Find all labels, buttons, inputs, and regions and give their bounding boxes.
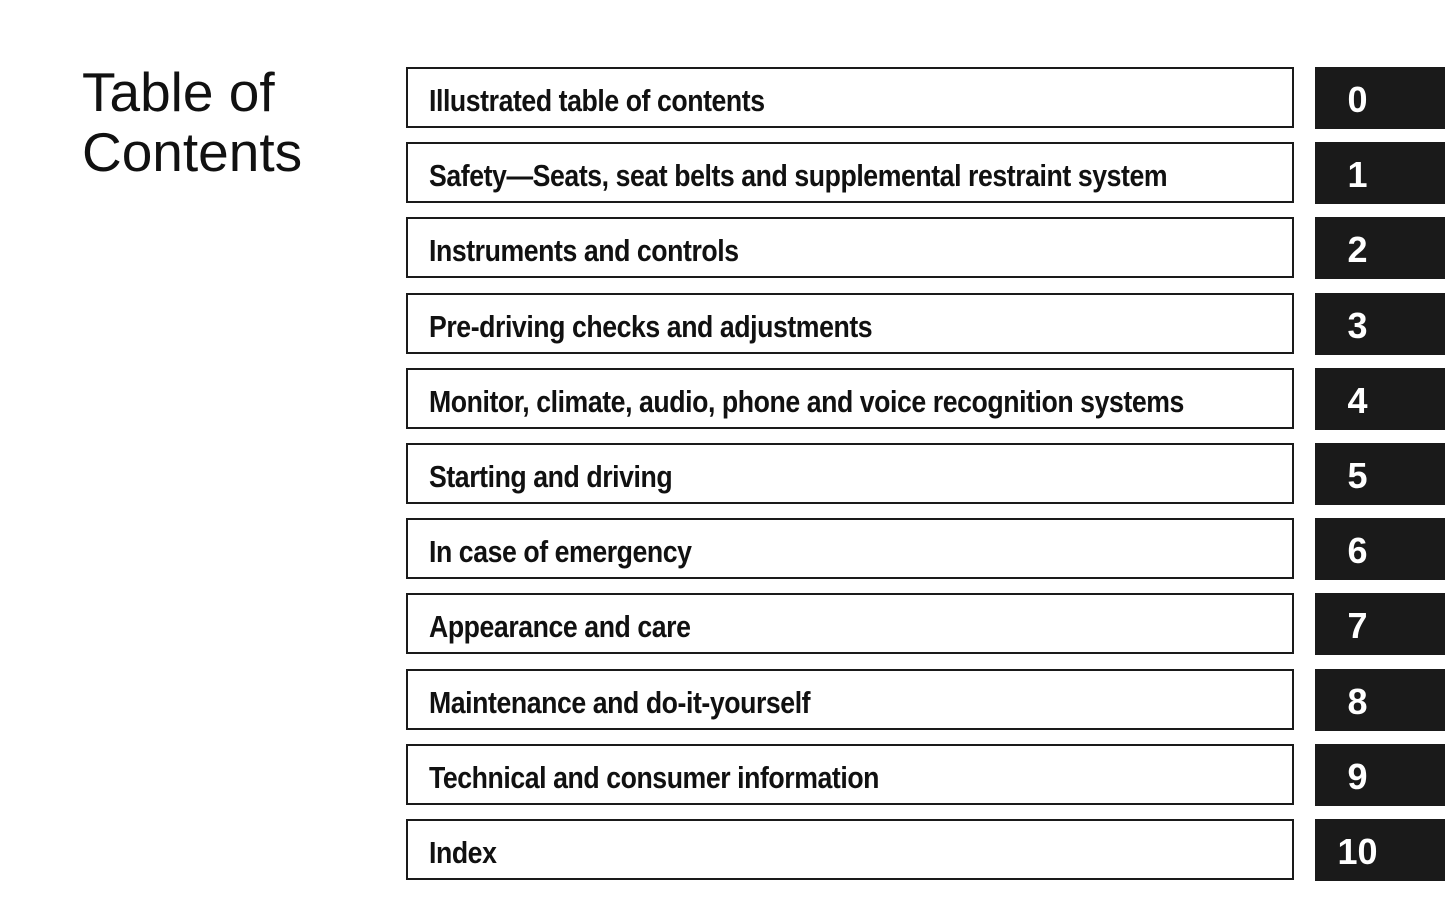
chapter-tab[interactable] xyxy=(1315,744,1445,806)
toc-entry-label[interactable]: Appearance and care xyxy=(429,609,691,645)
chapter-tab[interactable] xyxy=(1315,443,1445,505)
toc-entry-label[interactable]: Monitor, climate, audio, phone and voice recognition systems xyxy=(429,383,1184,419)
toc-entry-safety[interactable] xyxy=(406,142,1445,204)
toc-entry-label[interactable]: Index xyxy=(429,834,497,870)
toc-entry-label[interactable]: Instruments and controls xyxy=(429,233,739,269)
toc-entry-label[interactable]: Maintenance and do-it-yourself xyxy=(429,684,811,720)
toc-entry-box[interactable] xyxy=(406,217,1294,278)
page-title xyxy=(82,62,382,182)
chapter-tab[interactable] xyxy=(1315,217,1445,279)
toc-entry-appearance[interactable] xyxy=(406,593,1445,655)
chapter-number[interactable]: 9 xyxy=(1347,755,1368,797)
toc-entry-label[interactable]: Starting and driving xyxy=(429,458,673,494)
chapter-tab[interactable] xyxy=(1315,518,1445,580)
toc-entry-box[interactable] xyxy=(406,368,1294,429)
chapter-number[interactable]: 2 xyxy=(1347,229,1368,271)
chapter-number[interactable]: 7 xyxy=(1347,605,1368,647)
chapter-number[interactable]: 8 xyxy=(1347,680,1368,722)
chapter-number[interactable]: 1 xyxy=(1347,154,1368,196)
toc-entry-index[interactable] xyxy=(406,819,1445,881)
chapter-tab[interactable] xyxy=(1315,819,1445,881)
toc-entry-box[interactable] xyxy=(406,67,1294,128)
toc-entry-box[interactable] xyxy=(406,443,1294,504)
toc-entry-label[interactable]: Illustrated table of contents xyxy=(429,83,765,118)
chapter-tab[interactable] xyxy=(1315,368,1445,430)
chapter-tab[interactable] xyxy=(1315,67,1445,129)
chapter-tab[interactable] xyxy=(1315,142,1445,204)
toc-entry-pre-driving[interactable] xyxy=(406,293,1445,355)
toc-entry-monitor-systems[interactable] xyxy=(406,368,1445,430)
chapter-number[interactable]: 10 xyxy=(1337,830,1378,872)
toc-entry-box[interactable] xyxy=(406,142,1294,203)
toc-entry-technical-info[interactable] xyxy=(406,744,1445,806)
page-title-line-1: Table of xyxy=(82,61,275,123)
toc-entry-label[interactable]: In case of emergency xyxy=(429,534,692,570)
toc-entry-starting-driving[interactable] xyxy=(406,443,1445,505)
toc-entry-box[interactable] xyxy=(406,593,1294,654)
toc-entry-box[interactable] xyxy=(406,744,1294,805)
toc-entry-label[interactable]: Safety—Seats, seat belts and supplemental restraint system xyxy=(429,158,1168,194)
page-title-line-2: Contents xyxy=(82,121,303,183)
chapter-number[interactable]: 3 xyxy=(1347,304,1368,346)
toc-entry-maintenance[interactable] xyxy=(406,669,1445,731)
toc-entry-box[interactable] xyxy=(406,518,1294,579)
toc-entry-box[interactable] xyxy=(406,819,1294,880)
toc-entry-box[interactable] xyxy=(406,669,1294,730)
chapter-tab[interactable] xyxy=(1315,593,1445,655)
toc-entry-illustrated-contents[interactable] xyxy=(406,67,1445,129)
chapter-number[interactable]: 6 xyxy=(1347,530,1368,572)
chapter-number[interactable]: 0 xyxy=(1347,79,1368,120)
toc-entry-box[interactable] xyxy=(406,293,1294,354)
toc-entry-label[interactable]: Technical and consumer information xyxy=(429,759,880,795)
toc-list xyxy=(406,67,1445,894)
chapter-number[interactable]: 5 xyxy=(1347,454,1368,496)
toc-entry-emergency[interactable] xyxy=(406,518,1445,580)
toc-entry-label[interactable]: Pre-driving checks and adjustments xyxy=(429,308,873,344)
chapter-tab[interactable] xyxy=(1315,669,1445,731)
chapter-number[interactable]: 4 xyxy=(1347,379,1368,421)
chapter-tab[interactable] xyxy=(1315,293,1445,355)
toc-entry-instruments[interactable] xyxy=(406,217,1445,279)
